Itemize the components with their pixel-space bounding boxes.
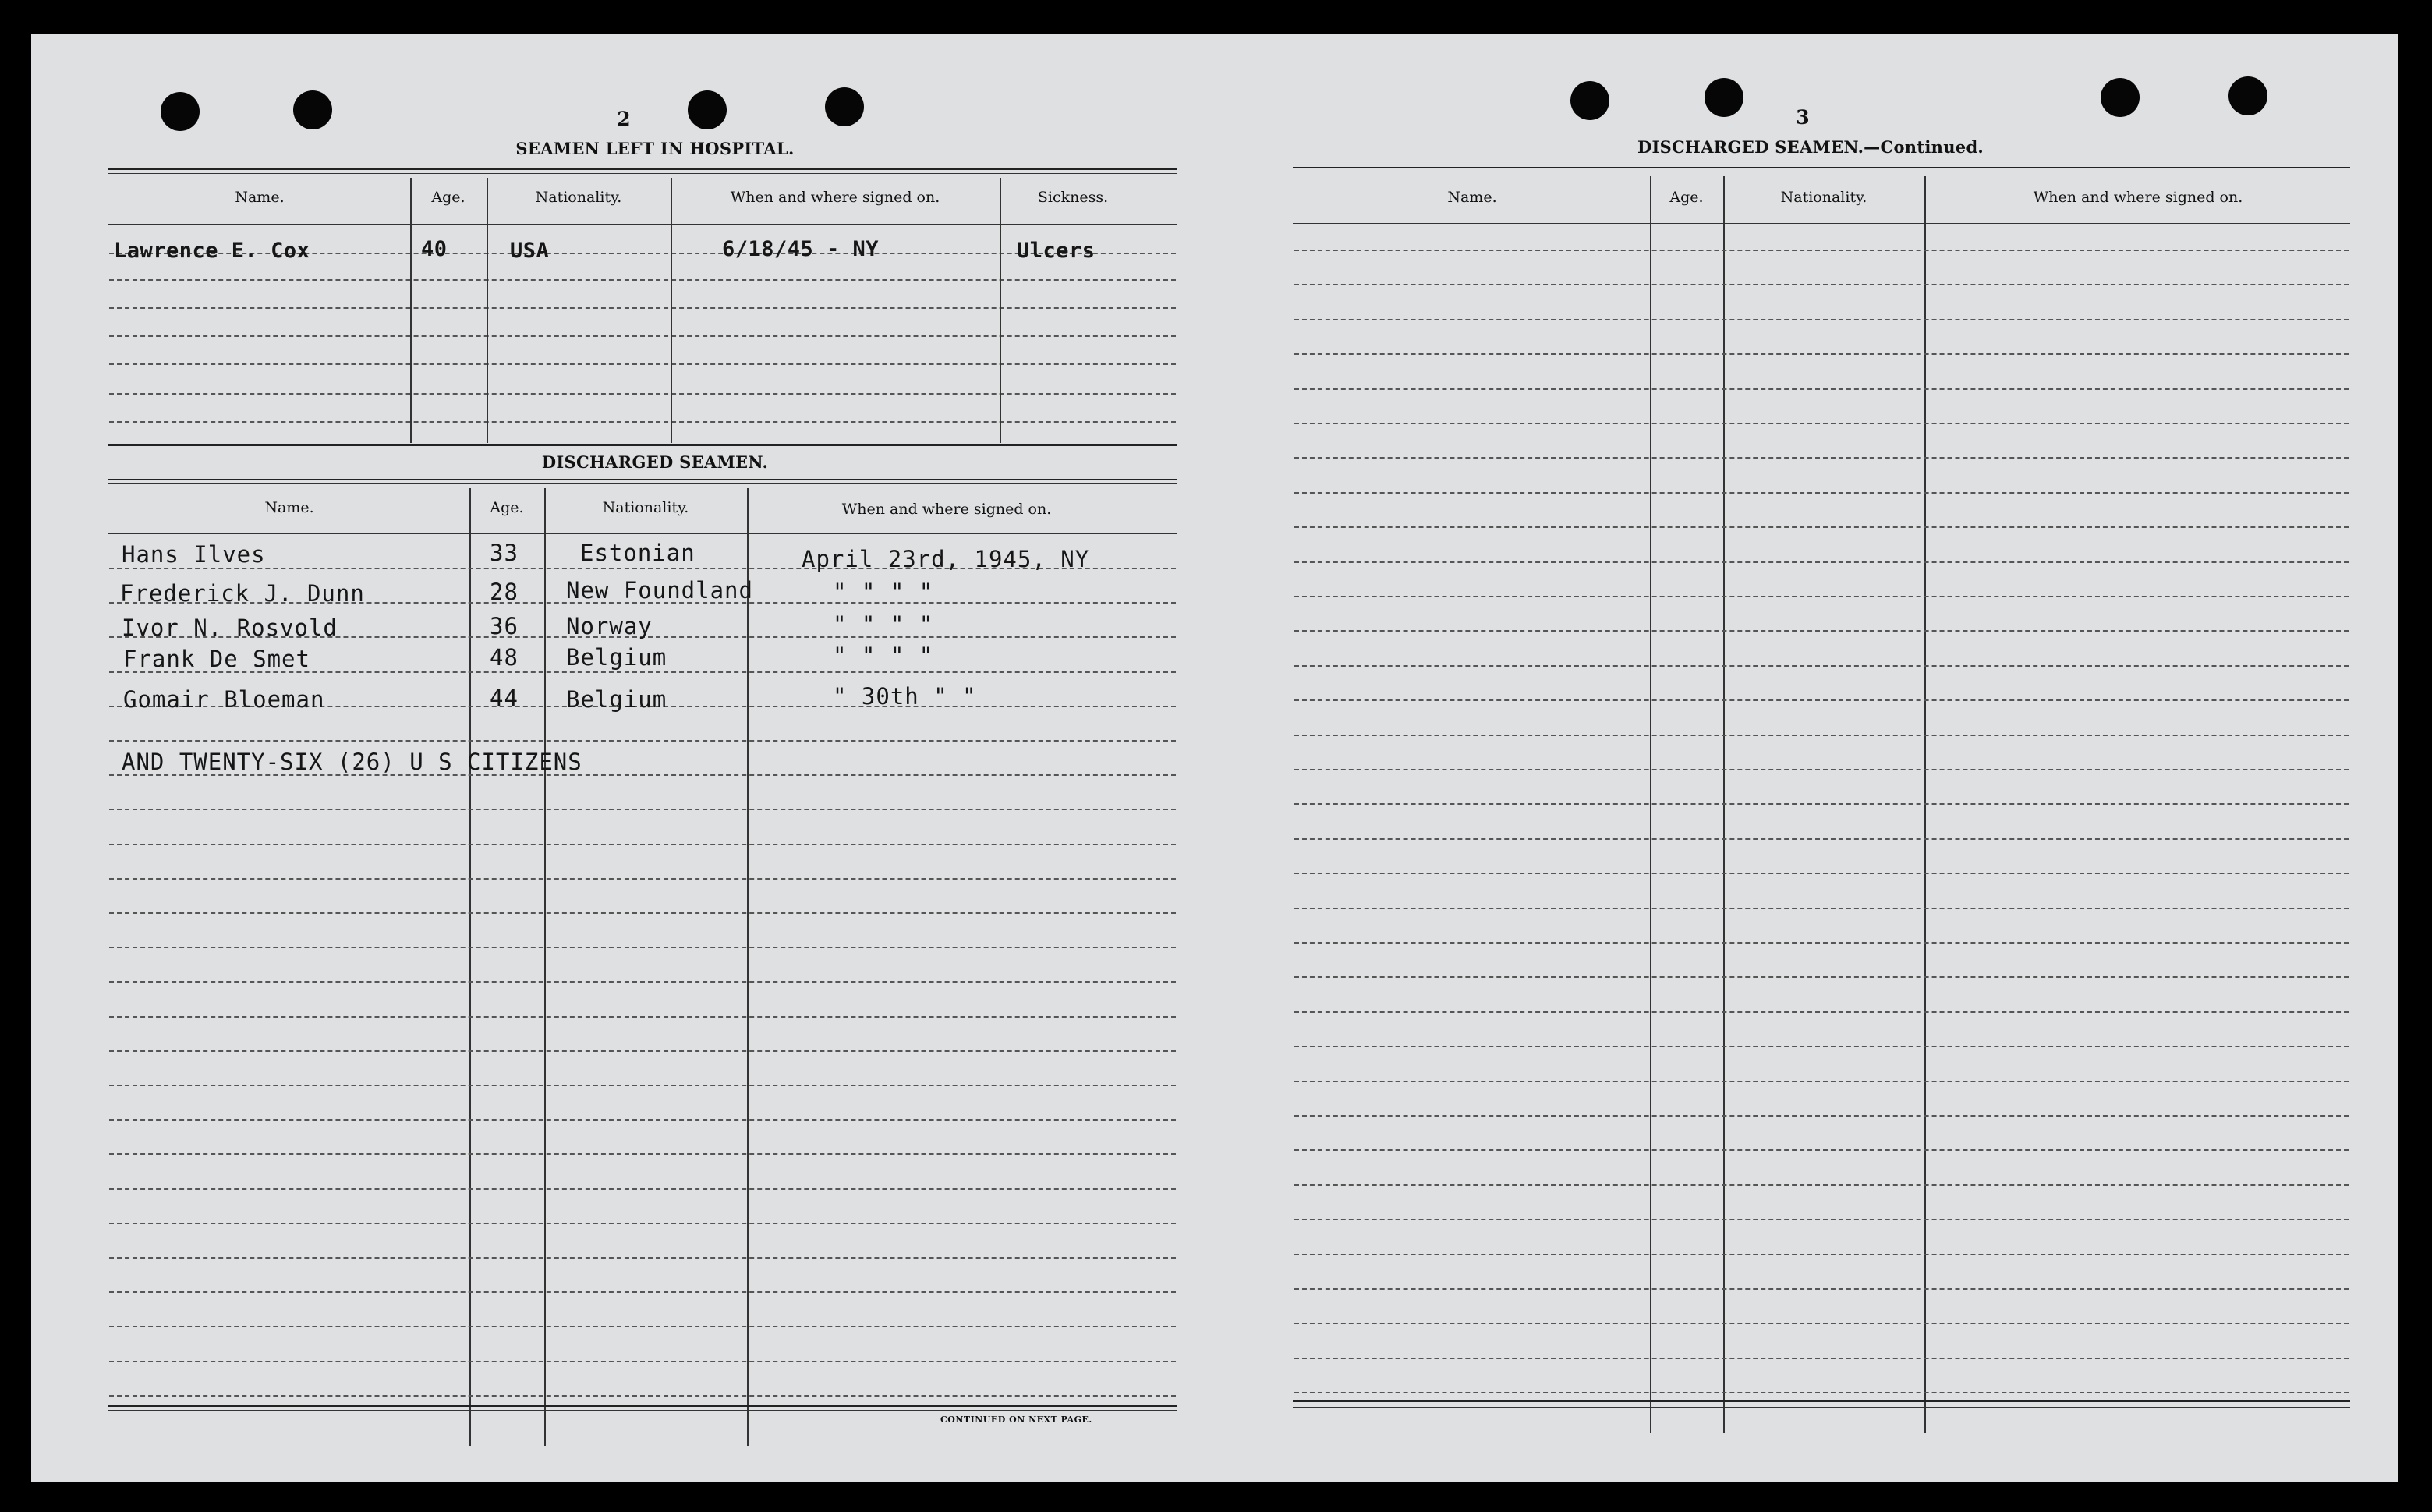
- ledger-row-line: [109, 1291, 1176, 1293]
- ledger-row-line: [1294, 1392, 2349, 1393]
- ledger-row-line: [109, 740, 1176, 742]
- ledger-row-line: [1294, 1219, 2349, 1220]
- col-header-age: Age.: [1669, 189, 1704, 206]
- seaman-nationality: New Foundland: [566, 577, 753, 604]
- seaman-age: 33: [490, 540, 519, 566]
- seaman-signed: " " " ": [833, 579, 934, 605]
- ledger-row-line: [109, 1016, 1176, 1018]
- punch-hole: [1705, 78, 1743, 117]
- hospital-section-title: SEAMEN LEFT IN HOSPITAL.: [515, 139, 795, 158]
- seaman-age: 36: [490, 613, 519, 639]
- ledger-row-line: [1294, 803, 2349, 805]
- seaman-signed: " " " ": [833, 643, 934, 669]
- seaman-nationality: Norway: [566, 613, 653, 639]
- ledger-row-line: [109, 1326, 1176, 1327]
- ledger-row-line: [109, 1361, 1176, 1362]
- ledger-row-line: [109, 1153, 1176, 1155]
- discharged-section-title: DISCHARGED SEAMEN.: [541, 452, 769, 472]
- continued-section-title: DISCHARGED SEAMEN.—Continued.: [1637, 137, 1984, 157]
- punch-hole: [2101, 78, 2140, 117]
- col-header-age: Age.: [431, 189, 466, 206]
- ledger-row-line: [1294, 1149, 2349, 1151]
- seaman-name: Ivor N. Rosvold: [122, 614, 338, 641]
- col-header-signed: When and where signed on.: [841, 501, 1052, 518]
- ledger-row-line: [1294, 838, 2349, 840]
- seaman-name: Frederick J. Dunn: [120, 580, 365, 607]
- ledger-row-line: [1294, 1323, 2349, 1324]
- ledger-row-line: [1294, 1115, 2349, 1117]
- ledger-sheet: [31, 34, 2398, 1482]
- ledger-row-line: [109, 912, 1176, 914]
- seaman-signed: April 23rd, 1945, NY: [802, 546, 1090, 572]
- col-header-nationality: Nationality.: [1780, 189, 1867, 206]
- ledger-row-line: [109, 947, 1176, 948]
- ledger-row-line: [1294, 630, 2349, 632]
- seaman-nationality: Estonian: [580, 540, 696, 566]
- ledger-row-line: [1294, 942, 2349, 944]
- ledger-row-line: [1294, 250, 2349, 251]
- col-header-age: Age.: [490, 499, 524, 516]
- ledger-row-line: [109, 981, 1176, 983]
- ledger-row-line: [1294, 388, 2349, 390]
- ledger-row-line: [109, 1223, 1176, 1224]
- ledger-row-line: [109, 1119, 1176, 1121]
- punch-hole: [1570, 81, 1609, 120]
- ledger-row-line: [1294, 492, 2349, 494]
- col-header-sickness: Sickness.: [1037, 189, 1109, 206]
- ledger-row-line: [1294, 1011, 2349, 1013]
- col-header-name: Name.: [1447, 189, 1497, 206]
- citizens-note: AND TWENTY-SIX (26) U S CITIZENS: [122, 749, 582, 775]
- col-header-signed: When and where signed on.: [2033, 189, 2243, 206]
- page-number: 3: [1796, 106, 1810, 129]
- col-header-nationality: Nationality.: [535, 189, 622, 206]
- ledger-row-line: [1294, 319, 2349, 320]
- page-number: 2: [617, 108, 631, 130]
- ledger-row-line: [1294, 908, 2349, 909]
- punch-hole: [825, 87, 864, 126]
- ledger-row-line: [1294, 526, 2349, 528]
- ledger-row-line: [109, 1257, 1176, 1259]
- ledger-row-line: [1294, 1358, 2349, 1359]
- ledger-row-line: [109, 844, 1176, 845]
- ledger-row-line: [1294, 284, 2349, 285]
- ledger-row-line: [1294, 665, 2349, 667]
- ledger-row-line: [109, 1188, 1176, 1190]
- ledger-row-line: [1294, 873, 2349, 874]
- punch-hole: [161, 92, 200, 131]
- seaman-age: 44: [490, 685, 519, 711]
- ledger-row-line: [1294, 1254, 2349, 1255]
- seaman-age: 28: [490, 579, 519, 605]
- seaman-name: Gomair Bloeman: [123, 686, 325, 713]
- hospital-name: Lawrence E. Cox: [114, 239, 310, 263]
- seaman-age: 48: [490, 644, 519, 671]
- hospital-signed: 6/18/45 - NY: [722, 237, 880, 261]
- ledger-row-line: [1294, 1081, 2349, 1082]
- col-header-name: Name.: [235, 189, 285, 206]
- continued-footer: CONTINUED ON NEXT PAGE.: [940, 1415, 1092, 1425]
- ledger-row-line: [1294, 1184, 2349, 1186]
- ledger-row-line: [1294, 1046, 2349, 1047]
- ledger-row-line: [109, 809, 1176, 810]
- seaman-signed: " 30th " ": [833, 683, 977, 710]
- col-header-signed: When and where signed on.: [730, 189, 940, 206]
- ledger-row-line: [1294, 976, 2349, 978]
- ledger-row-line: [109, 1050, 1176, 1052]
- ledger-row-line: [109, 1395, 1176, 1397]
- seaman-name: Frank De Smet: [123, 646, 310, 672]
- seaman-name: Hans Ilves: [122, 541, 266, 568]
- hospital-sickness: Ulcers: [1017, 239, 1096, 263]
- col-header-nationality: Nationality.: [602, 499, 689, 516]
- col-header-name: Name.: [264, 499, 314, 516]
- punch-hole: [688, 90, 727, 129]
- ledger-row-line: [1294, 735, 2349, 736]
- ledger-row-line: [109, 878, 1176, 880]
- ledger-row-line: [1294, 423, 2349, 424]
- ledger-row-line: [1294, 353, 2349, 355]
- hospital-nationality: USA: [510, 239, 550, 263]
- ledger-row-line: [1294, 1288, 2349, 1290]
- ledger-row-line: [1294, 699, 2349, 701]
- punch-hole: [2228, 76, 2267, 115]
- seaman-nationality: Belgium: [566, 644, 667, 671]
- ledger-row-line: [1294, 457, 2349, 459]
- ledger-row-line: [1294, 596, 2349, 597]
- seaman-nationality: Belgium: [566, 686, 667, 713]
- ledger-row-line: [109, 1085, 1176, 1086]
- punch-hole: [293, 90, 332, 129]
- ledger-row-line: [1294, 769, 2349, 770]
- ledger-row-line: [1294, 561, 2349, 563]
- seaman-signed: " " " ": [833, 611, 934, 638]
- hospital-age: 40: [421, 237, 448, 261]
